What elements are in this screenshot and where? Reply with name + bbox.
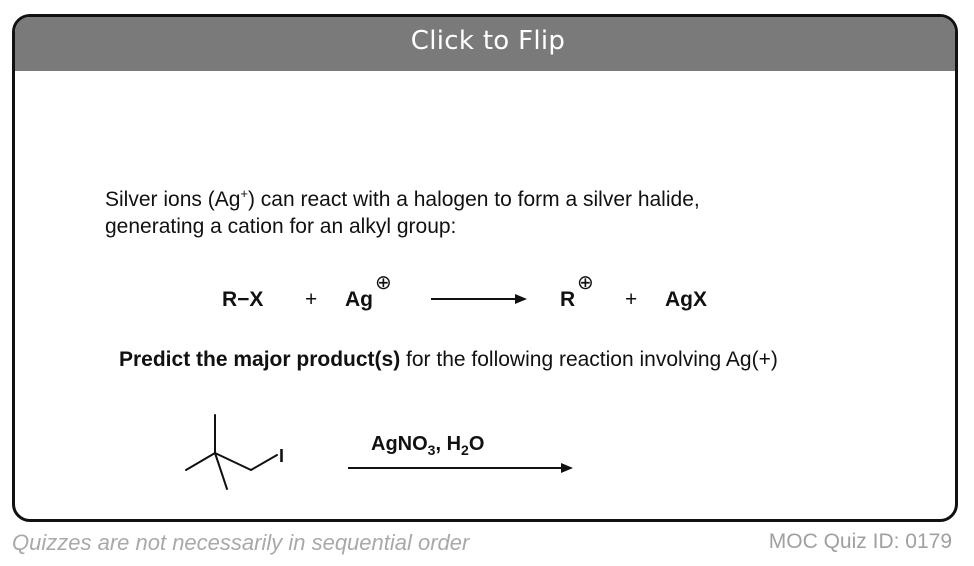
reactant-ag: Ag [345,288,373,311]
iodine-atom-label: I [279,446,285,466]
product-r-cation: R [560,288,576,311]
methyl-bond-left [186,453,215,470]
quiz-id: MOC Quiz ID: 0179 [768,530,952,553]
flashcard[interactable] [12,14,958,522]
reaction-scheme [15,17,955,517]
plus-sign-1: + [305,288,318,311]
positive-charge-icon: ⊕ [577,272,594,294]
neopentyl-iodide-structure [186,415,277,489]
intro-line-1: Silver ions (Ag+) can react with a halogen to form a silver halide, [105,186,700,211]
plus-sign-2: + [625,288,638,311]
product-agx: AgX [665,288,707,311]
positive-charge-icon: ⊕ [375,272,392,294]
predict-prompt: Predict the major product(s) for the following reaction involving Ag(+) [119,348,778,371]
reactant-rx: R−X [222,288,264,311]
click-to-flip-label: Click to Flip [410,26,566,56]
general-reaction [222,272,707,311]
intro-line-2: generating a cation for an alkyl group: [105,215,457,238]
c-i-bond [251,455,277,470]
sequence-disclaimer: Quizzes are not necessarily in sequential order [12,530,470,555]
reagent-label: AgNO$_3$, $H_2O$ [371,433,485,458]
